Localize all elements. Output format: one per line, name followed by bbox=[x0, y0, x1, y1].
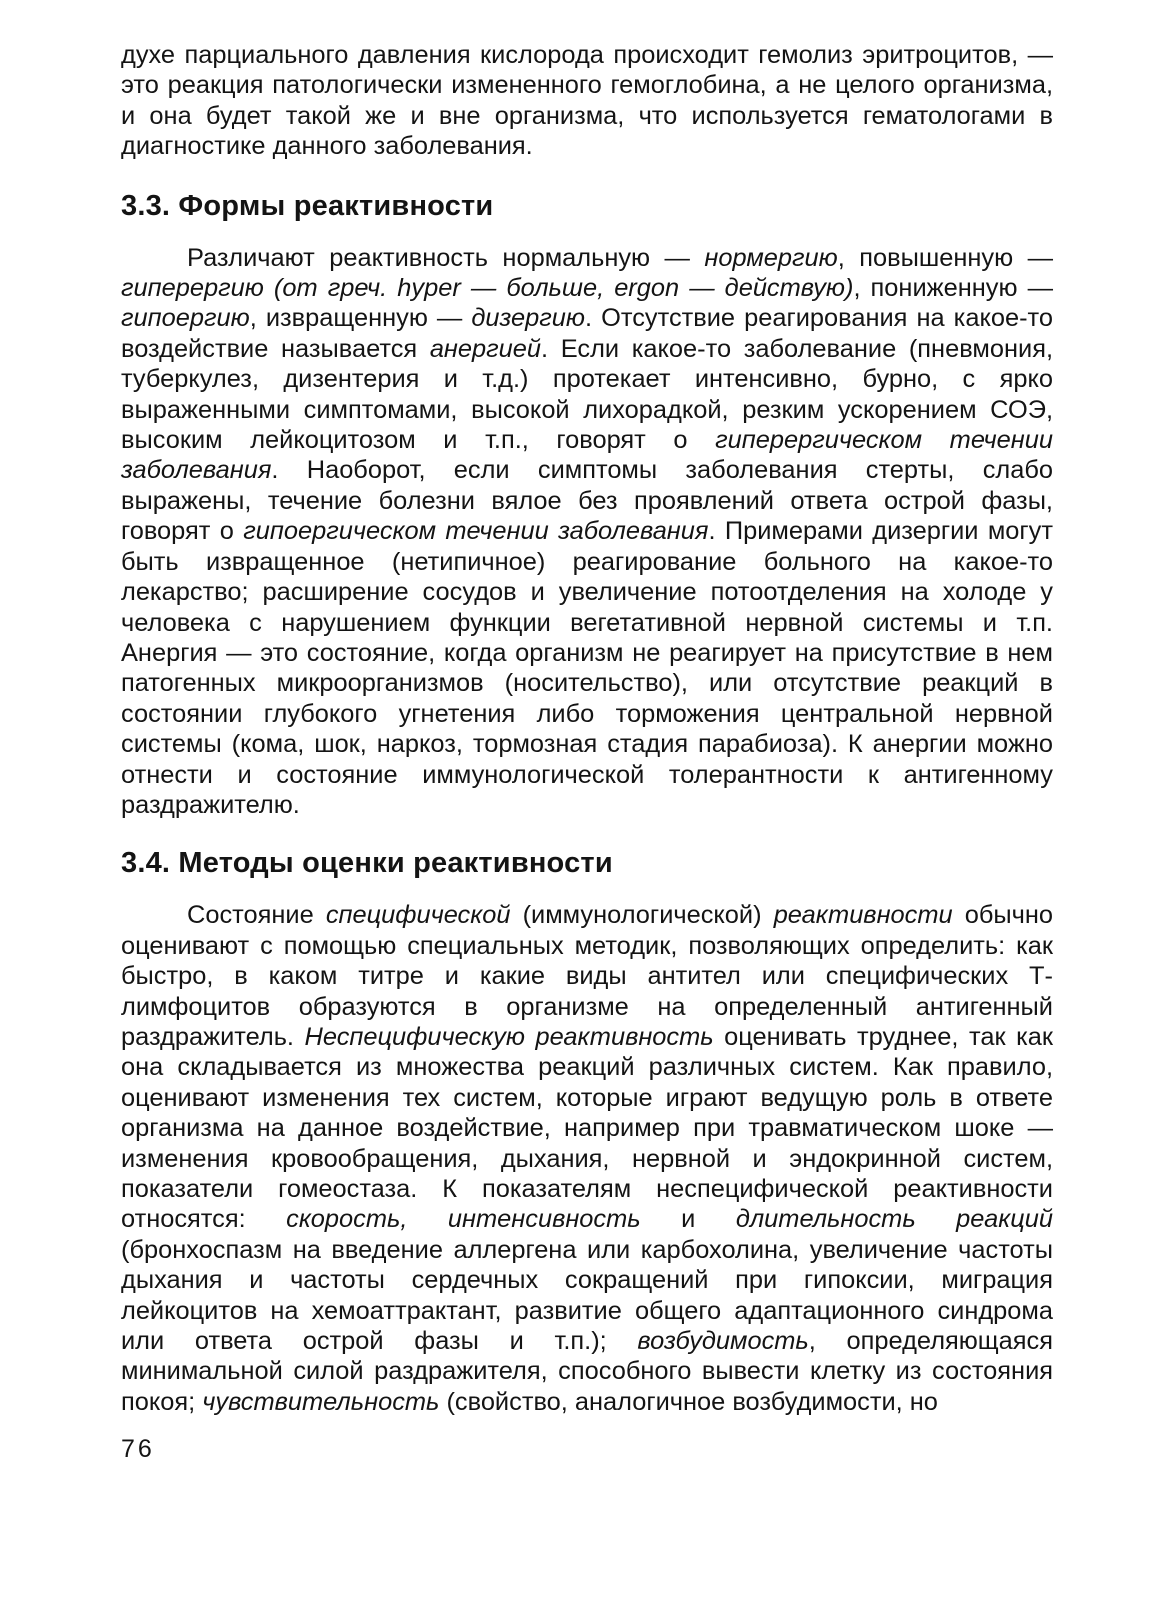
italic-term: дизергию bbox=[471, 304, 586, 333]
text-run: , пониженную — bbox=[853, 274, 1053, 303]
section-3-3-paragraph bbox=[121, 243, 1053, 821]
italic-term: специфической bbox=[325, 901, 511, 930]
italic-term: гипоергическом течении заболевания bbox=[243, 517, 709, 546]
text-run: , повышенную — bbox=[837, 243, 1053, 272]
text-run: оценивать труднее, так как она складывается из множества реакций различных систем. Как правило, оценивают изменения тех систем, которые играют ведущую роль в ответе организма на данное воздействие, например при травматическом шоке — изменения кровообращения, дыхания, нервной и эндокринной систем, показатели гомеостаза. К показателям неспецифической реактивности относятся: bbox=[121, 1022, 1054, 1234]
italic-term: скорость, интенсивность bbox=[286, 1205, 641, 1234]
section-heading-3-4: 3.4. Методы оценки реактивности bbox=[121, 847, 613, 880]
italic-term: возбудимость bbox=[637, 1327, 809, 1356]
italic-term: анергией bbox=[429, 334, 542, 363]
italic-term: длительность реакций bbox=[735, 1205, 1054, 1234]
italic-term: Неспецифическую реактивность bbox=[304, 1022, 714, 1051]
text-run: , извращенную — bbox=[249, 304, 472, 333]
text-run: и bbox=[640, 1205, 736, 1234]
italic-term: гиперергию (от греч. hyper — больше, ergon — действую) bbox=[121, 274, 854, 303]
text-run: . Отсутствие реагирования на какое-то воздействие называется bbox=[121, 304, 1053, 363]
text-run: , определяющаяся минимальной силой раздражителя, способного вывести клетку из состояния покоя; bbox=[121, 1327, 1054, 1416]
italic-term: реактивности bbox=[773, 901, 953, 930]
intro-paragraph bbox=[121, 40, 1053, 162]
text-run: . Если какое-то заболевание (пневмония, туберкулез, дизентерия и т.д.) протекает интенсивно, бурно, с ярко выраженными симптомами, высокой лихорадкой, резким ускорением СОЭ, высоким лейкоцитозом и т.п., говорят о bbox=[121, 334, 1053, 455]
text-run: (свойство, аналогичное возбудимости, но bbox=[439, 1387, 938, 1416]
text-run: Состояние bbox=[187, 901, 326, 930]
text-run: (иммунологической) bbox=[510, 901, 774, 930]
page-number: 76 bbox=[121, 1435, 155, 1463]
text-run: (бронхоспазм на введение аллергена или карбохолина, увеличение частоты дыхания и частоты сердечных сокращений при гипоксии, миграция лейкоцитов на хемоаттрактант, развитие общего адаптационного синдрома или ответа острой фазы и т.п.); bbox=[121, 1235, 1053, 1356]
text-run: . Примерами дизергии могут быть извращенное (нетипичное) реагирование больного на какое-то лекарство; расширение сосудов и увеличение потоотделения на холоде у человека с нарушением функции вегетативной нервной системы и т.п. Анергия — это состояние, когда организм не реагирует на присутствие в нем патогенных микроорганизмов (носительство), или отсутствие реакций в состоянии глубокого угнетения либо торможения центральной нервной системы (кома, шок, наркоз, тормозная стадия парабиоза). К анергии можно отнести и состояние иммунологической толерантности к антигенному раздражителю. bbox=[121, 517, 1054, 819]
text-run: Различают реактивность нормальную — bbox=[187, 243, 705, 272]
text-run: . Наоборот, если симптомы заболевания стерты, слабо выражены, течение болезни вялое без проявлений ответа острой фазы, говорят о bbox=[121, 456, 1053, 546]
section-3-4-paragraph bbox=[121, 900, 1053, 1417]
text-run: духе парциального давления кислорода происходит гемолиз эритроцитов, — это реакция патологически измененного гемоглобина, а не целого организма, и она будет такой же и вне организма, что используется гематологами в диагностике данного заболевания. bbox=[121, 41, 1053, 161]
italic-term: гиперергическом течении заболевания bbox=[121, 426, 1054, 485]
italic-term: чувствительность bbox=[202, 1387, 440, 1416]
italic-term: гипоергию bbox=[121, 304, 250, 333]
italic-term: нормергию bbox=[704, 243, 838, 272]
text-run: обычно оценивают с помощью специальных методик, позволяющих определить: как быстро, в каком титре и какие виды антител или специфических Т-лимфоцитов образуются в организме на определенный антигенный раздражитель. bbox=[121, 901, 1054, 1051]
section-heading-3-3: 3.3. Формы реактивности bbox=[121, 189, 494, 222]
page-content bbox=[121, 40, 1053, 1417]
